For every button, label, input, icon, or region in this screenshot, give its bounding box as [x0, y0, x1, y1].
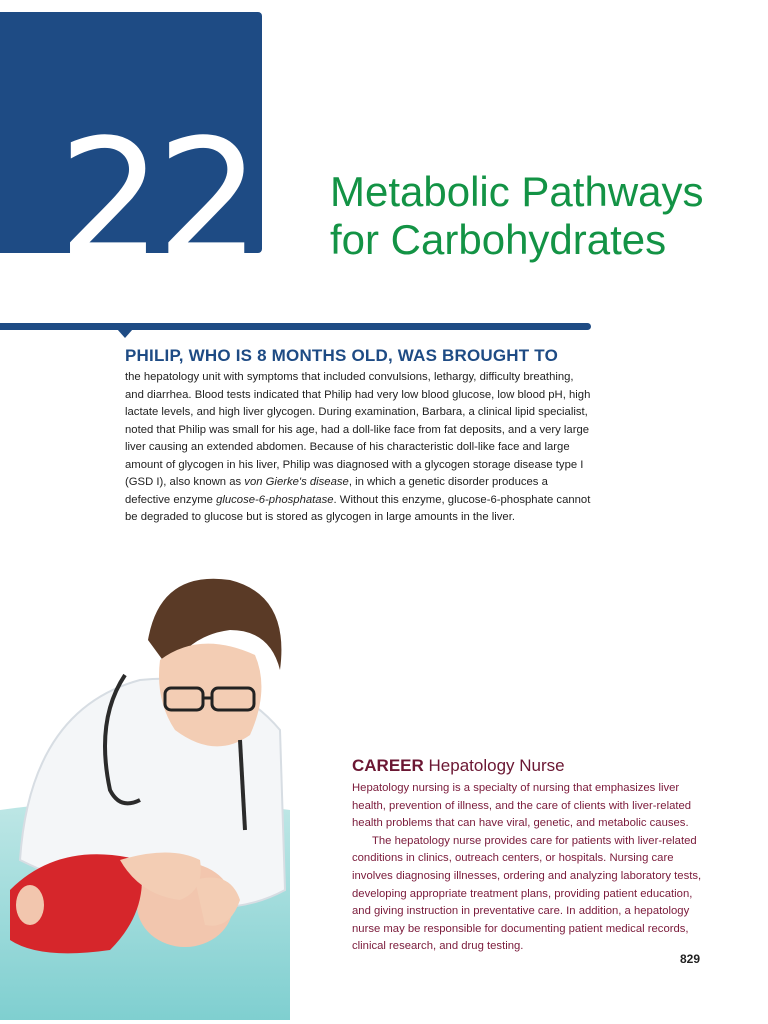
career-label: CAREER: [352, 756, 424, 775]
chapter-title-line-2: for Carbohydrates: [330, 216, 667, 263]
career-box: [352, 756, 714, 956]
career-heading: [352, 756, 714, 776]
term-enzyme: glucose-6-phosphatase: [216, 493, 334, 506]
career-title: Hepatology Nurse: [428, 756, 565, 775]
career-paragraph-2: The hepatology nurse provides care for patients with liver-related conditions in clinics, outreach centers, or hospitals. Nursing care involves diagnosing illnesses, ordering and analyzing laboratory tests, developing appropriate treatment plans, providing patient education, and giving instruction in preventative care. In addition, a hepatology nurse may be responsible for documenting patient medical records, clinical research, and drug testing.: [352, 834, 702, 953]
case-study-body-end: . Without this enzyme, glucose-6-phosphate cannot be degraded to glucose but is stored as glycogen in large amounts in the liver.: [125, 493, 591, 523]
chapter-number-block: [0, 12, 262, 295]
divider-notch: [117, 329, 133, 338]
chapter-number: 22: [58, 104, 255, 295]
case-study-body-mid: , in which a genetic disorder produces a defective enzyme: [125, 476, 548, 506]
case-study-text: [125, 369, 595, 527]
nurse-infant-photo: [0, 560, 290, 1020]
chapter-title: [330, 168, 704, 264]
case-study-body: the hepatology unit with symptoms that included convulsions, lethargy, difficulty breathing, and diarrhea. Blood tests indicated that Philip had very low blood glucose, low blood pH, high lactate levels, and high liver glycogen. During examination, Barbara, a clinical lipid specialist, noted that Philip was small for his age, had a doll-like face from fat deposits, and a very large liver causing an extended abdomen. Because of his characteristic doll-like face and large amount of glycogen in his liver, Philip was diagnosed with a glycogen storage disease type I (GSD I), also known as: [125, 371, 591, 488]
section-divider: [0, 323, 591, 330]
page-number: 829: [680, 952, 701, 966]
chapter-title-line-1: Metabolic Pathways: [330, 168, 704, 215]
case-study-heading: PHILIP, WHO IS 8 MONTHS OLD, WAS BROUGHT TO: [125, 346, 558, 365]
term-disease: von Gierke's disease: [244, 476, 349, 488]
career-text: [352, 780, 714, 956]
career-paragraph-1: Hepatology nursing is a specialty of nursing that emphasizes liver health, prevention of illness, and the care of clients with liver-related health problems that can have viral, genetic, and metabolic causes.: [352, 782, 692, 830]
